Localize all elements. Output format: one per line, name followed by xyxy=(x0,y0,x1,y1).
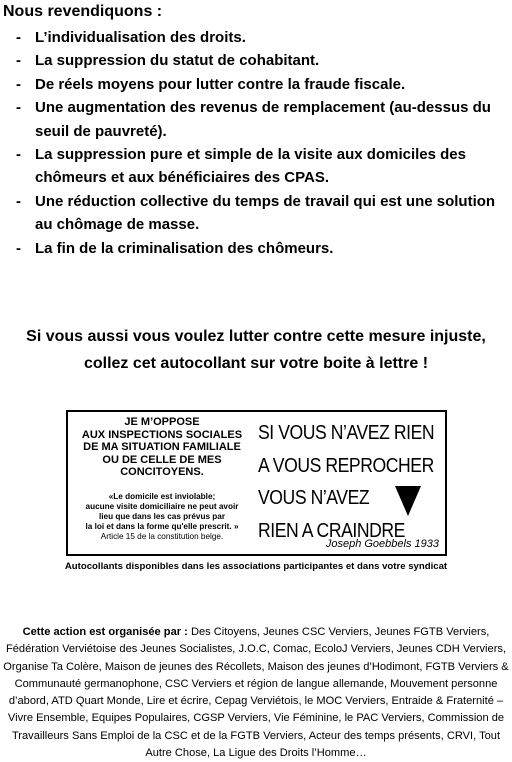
dash-bullet: - xyxy=(16,239,21,257)
demand-text: Une réduction collective du temps de travail qui est une solution au chômage de masse. xyxy=(35,192,496,234)
quote-line: aucune visite domiciliaire ne peut avoir xyxy=(85,501,239,511)
page-heading: Nous revendiquons : xyxy=(3,3,163,20)
quote-line: lieu que dans les cas prévus par xyxy=(98,511,226,521)
quote-source: Article 15 de la constitution belge. xyxy=(100,531,224,541)
call-line-2: collez cet autocollant sur votre boite à lettre ! xyxy=(83,355,429,372)
dash-bullet: - xyxy=(16,99,21,117)
demand-item xyxy=(12,49,502,72)
demand-item xyxy=(12,96,502,143)
organisers-paragraph xyxy=(2,624,510,762)
slogan-line: SI VOUS N’AVEZ RIEN xyxy=(258,422,435,444)
dash-bullet: - xyxy=(16,52,21,70)
call-to-action xyxy=(0,323,512,377)
demand-text: La fin de la criminalisation des chômeurs. xyxy=(35,239,334,257)
slogan-line: VOUS N’AVEZ xyxy=(258,487,370,509)
demands-list xyxy=(12,26,502,260)
demand-item xyxy=(12,26,502,49)
slogan-line: A VOUS REPROCHER xyxy=(258,454,434,477)
demand-text: La suppression pure et simple de la visite aux domiciles des chômeurs et aux bénéficiaires des CPAS. xyxy=(35,146,466,187)
sticker-preview xyxy=(66,410,447,556)
demand-text: Une augmentation des revenus de remplacement (au-dessus du seuil de pauvreté). xyxy=(35,99,491,140)
demand-text: La suppression du statut de cohabitant. xyxy=(35,52,320,70)
sticker-heading-line: AUX INSPECTIONS SOCIALES xyxy=(81,428,243,441)
dash-bullet: - xyxy=(16,75,21,93)
slogan-line: RIEN A CRAINDRE xyxy=(258,519,405,542)
demand-item xyxy=(12,190,502,237)
call-line-1: Si vous aussi vous voulez lutter contre cette mesure injuste, xyxy=(26,328,486,345)
demand-item xyxy=(12,143,502,190)
demand-item xyxy=(12,237,502,260)
availability-note: Autocollants disponibles dans les associations participantes et dans votre syndicat xyxy=(64,561,448,572)
sticker-heading-line: OU DE CELLE DE MES xyxy=(102,453,222,466)
sticker-heading-line: CONCITOYENS. xyxy=(120,466,204,478)
organisers-lead: Cette action est organisée par : xyxy=(22,626,188,638)
demand-text: De réels moyens pour lutter contre la fraude fiscale. xyxy=(35,75,406,93)
sticker-heading-line: DE MA SITUATION FAMILIALE xyxy=(83,441,241,453)
dash-bullet: - xyxy=(16,29,21,46)
dash-bullet: - xyxy=(16,146,21,164)
organisers-list: Des Citoyens, Jeunes CSC Verviers, Jeunes FGTB Verviers, Fédération Verviétoise des Jeunes Socialistes, J.O.C, Comac, EcoloJ Verviers, Jeunes CDH Verviers, Organise Ta Colère, Maison de jeunes des Récollets, Maison des jeunes d’Hodimont, FGTB Verviers & Communauté germanophone, CSC Verviers et région de langue allemande, Mouvement personne d’abord, ATD Quart Monde, Lire et écrire, Cepag Verviétois, le MOC Verviers, Entraide & Fraternité – Vivre Ensemble, Equipes Populaires, CGSP Verviers, Vie Féminine, le PAC Verviers, Commission de Travailleurs Sans Emploi de la CSC et de la FGTB Verviers, Acteur des temps présents, CRVI, Tout Autre Chose, La Ligue des Droits l’Homme… xyxy=(3,626,509,760)
constitution-quote xyxy=(72,492,252,532)
quote-attribution: Joseph Goebbels 1933 xyxy=(325,538,439,550)
sticker-left-panel xyxy=(72,416,252,542)
demand-item xyxy=(12,73,502,96)
sticker-right-panel xyxy=(258,416,442,546)
quote-line: «Le domicile est inviolable; xyxy=(108,491,216,501)
sticker-heading-line: JE M’OPPOSE xyxy=(124,416,200,428)
black-triangle-icon xyxy=(395,486,421,516)
sticker-opposition-text xyxy=(72,416,252,479)
demand-text: L’individualisation des droits. xyxy=(35,29,246,46)
quote-line: la loi et dans la forme qu'elle prescrit. » xyxy=(85,521,239,531)
dash-bullet: - xyxy=(16,192,21,210)
